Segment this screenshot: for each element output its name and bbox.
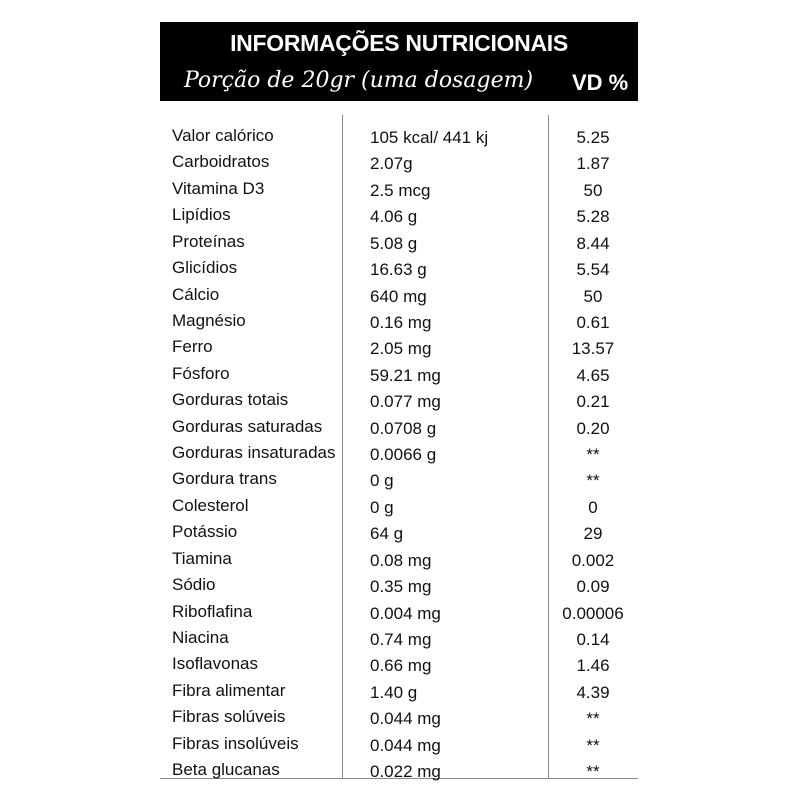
nutrient-name: Potássio (172, 522, 238, 542)
nutrient-amount: 640 mg (370, 286, 427, 306)
nutrient-amount: 0.66 mg (370, 656, 432, 676)
nutrient-vd: 5.54 (576, 260, 610, 280)
nutrient-name: Gordura trans (172, 469, 277, 489)
nutrient-amount: 0.0066 g (370, 445, 437, 465)
nutrition-table (160, 108, 638, 782)
table-row (160, 387, 638, 413)
nutrient-name: Cálcio (172, 284, 220, 304)
nutrient-vd: 0.14 (576, 629, 610, 649)
nutrient-vd: ** (586, 445, 600, 465)
table-row (160, 229, 638, 255)
nutrient-name: Valor calórico (172, 126, 274, 145)
nutrient-amount: 0.044 mg (370, 709, 441, 729)
table-row (160, 308, 638, 334)
vd-column-header: VD % (572, 70, 629, 95)
nutrient-amount: 64 g (370, 524, 404, 544)
nutrient-name: Ferro (172, 337, 213, 357)
nutrient-vd: 0.09 (576, 577, 610, 597)
nutrient-vd: 5.25 (576, 128, 610, 147)
nutrient-vd: 13.57 (571, 339, 615, 359)
nutrient-amount: 0.35 mg (370, 577, 432, 597)
nutrient-name: Niacina (172, 627, 229, 647)
nutrient-amount: 0.004 mg (370, 603, 441, 623)
nutrient-vd: 0.61 (576, 312, 610, 332)
nutrient-vd: 4.39 (576, 682, 610, 702)
table-row (160, 546, 638, 572)
nutrient-name: Tiamina (172, 548, 232, 568)
nutrient-name: Magnésio (172, 310, 246, 330)
nutrient-vd: 8.44 (576, 233, 610, 253)
table-row (160, 519, 638, 545)
table-row (160, 202, 638, 228)
nutrient-amount: 16.63 g (370, 260, 427, 280)
nutrient-vd: ** (586, 762, 600, 782)
table-row (160, 493, 638, 519)
table-row (160, 678, 638, 704)
nutrient-vd: 50 (583, 180, 603, 200)
table-row (160, 176, 638, 202)
nutrient-vd: 4.65 (576, 365, 610, 385)
nutrition-facts-panel (160, 22, 638, 780)
nutrient-amount: 59.21 mg (370, 365, 441, 385)
nutrition-title: INFORMAÇÕES NUTRICIONAIS (230, 30, 568, 56)
nutrient-amount: 4.06 g (370, 207, 418, 227)
table-row (160, 731, 638, 757)
nutrient-vd: ** (586, 709, 600, 729)
nutrient-name: Fibras solúveis (172, 707, 286, 727)
nutrient-amount: 0.022 mg (370, 762, 441, 782)
nutrient-amount: 2.07g (370, 154, 413, 174)
nutrient-amount: 0.044 mg (370, 735, 441, 755)
nutrient-name: Fibras insolúveis (172, 733, 299, 753)
nutrient-amount: 0.08 mg (370, 550, 432, 570)
nutrient-name: Lipídios (172, 205, 231, 225)
nutrient-name: Proteínas (172, 231, 245, 251)
portion-label: Porção de 20gr (uma dosagem) (184, 68, 534, 93)
nutrient-vd: 50 (583, 286, 603, 306)
nutrient-name: Colesterol (172, 495, 249, 515)
nutrient-name: Fibra alimentar (172, 680, 286, 700)
nutrient-amount: 0.077 mg (370, 392, 441, 412)
nutrient-name: Gorduras insaturadas (172, 443, 336, 463)
nutrient-name: Isoflavonas (172, 654, 258, 674)
nutrient-name: Beta glucanas (172, 760, 280, 780)
nutrient-vd: 29 (583, 524, 603, 544)
nutrient-vd: 0.00006 (562, 603, 624, 623)
nutrient-amount: 0.74 mg (370, 629, 432, 649)
nutrient-amount: 2.05 mg (370, 339, 432, 359)
nutrition-header (160, 22, 638, 101)
nutrient-vd: 0 (588, 497, 598, 517)
table-row (160, 255, 638, 281)
table-row (160, 149, 638, 175)
nutrient-vd: 0.21 (576, 392, 610, 412)
nutrient-amount: 5.08 g (370, 233, 418, 253)
nutrient-name: Glicídios (172, 258, 238, 278)
nutrient-amount: 2.5 mcg (370, 180, 431, 200)
nutrient-amount: 0.16 mg (370, 312, 432, 332)
nutrient-name: Sódio (172, 575, 216, 595)
table-row (160, 466, 638, 492)
table-row (160, 414, 638, 440)
nutrient-name: Gorduras saturadas (172, 416, 323, 436)
table-row (160, 440, 638, 466)
nutrient-name: Fósforo (172, 363, 230, 383)
nutrient-amount: 0 g (370, 497, 394, 517)
table-row (160, 599, 638, 625)
nutrient-amount: 105 kcal/ 441 kj (370, 128, 489, 147)
table-row (160, 651, 638, 677)
nutrient-vd: 0.20 (576, 418, 610, 438)
nutrient-vd: ** (586, 735, 600, 755)
nutrient-vd: ** (586, 471, 600, 491)
nutrient-amount: 0 g (370, 471, 394, 491)
nutrient-amount: 0.0708 g (370, 418, 437, 438)
table-row (160, 625, 638, 651)
table-row (160, 334, 638, 360)
nutrient-vd: 1.46 (576, 656, 610, 676)
nutrient-name: Carboidratos (172, 152, 270, 172)
nutrient-vd: 5.28 (576, 207, 610, 227)
table-row (160, 572, 638, 598)
nutrient-amount: 1.40 g (370, 682, 418, 702)
table-row (160, 361, 638, 387)
nutrient-vd: 0.002 (571, 550, 615, 570)
table-row (160, 704, 638, 730)
nutrient-name: Gorduras totais (172, 390, 289, 410)
table-row (160, 123, 638, 149)
table-row (160, 757, 638, 783)
table-row (160, 282, 638, 308)
nutrient-name: Vitamina D3 (172, 178, 265, 198)
nutrient-name: Riboflafina (172, 601, 253, 621)
nutrient-vd: 1.87 (576, 154, 610, 174)
